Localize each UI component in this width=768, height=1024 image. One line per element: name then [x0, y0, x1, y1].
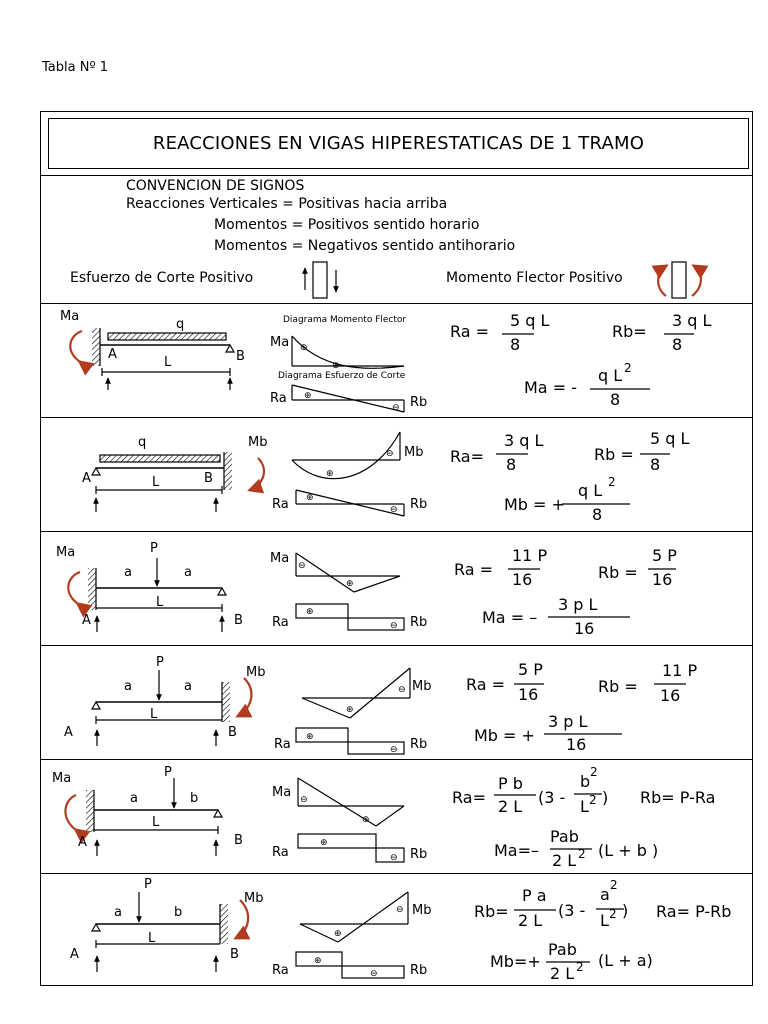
rb-formula-lhs: Rb = [598, 677, 638, 696]
rb-formula-denominator: 8 [650, 455, 661, 474]
mb-label: Mb [246, 665, 266, 680]
mb-diagram-label: Mb [412, 903, 432, 918]
convention-negative-moment: Momentos = Negativos sentido antihorario [214, 238, 516, 254]
sign-minus: ⊖ [390, 621, 398, 631]
ra-diagram-label: Ra [274, 737, 291, 752]
ra-diagram-label: Ra [272, 845, 289, 860]
a-dimension-label: a [124, 679, 132, 694]
mb-diagram-label: Mb [412, 679, 432, 694]
a-dimension-label: a [184, 679, 192, 694]
span-label: L [164, 355, 172, 370]
shear-convention-label: Esfuerzo de Corte Positivo [70, 270, 254, 286]
ra-inner-numerator: b [580, 772, 591, 791]
mb-formula-den-exponent: 2 [576, 960, 584, 974]
mb-label: Mb [244, 891, 264, 906]
sign-minus: ⊖ [386, 449, 394, 459]
case5-moment-diagram [298, 778, 404, 826]
p-label: P [144, 877, 152, 892]
convention-heading: CONVENCION DE SIGNOS [126, 178, 305, 194]
case5-beam [65, 778, 222, 856]
case4-moment-diagram [302, 668, 410, 718]
ra-formula-numerator: 11 P [512, 546, 548, 565]
mb-formula-lhs: Mb=+ [490, 952, 541, 971]
b-support-label: B [234, 613, 243, 628]
mb-label: Mb [248, 435, 268, 450]
case1-moment-diagram [292, 336, 404, 368]
ra-formula: Ra= P-Rb [656, 902, 732, 921]
ma-formula-denominator: 16 [574, 619, 595, 638]
q-label: q [138, 435, 147, 450]
moment-diagram-title: Diagrama Momento Flector [283, 315, 407, 325]
sign-minus: ⊖ [398, 685, 406, 695]
sign-plus: ⊕ [304, 391, 312, 401]
ra-inner-den-exponent: 2 [589, 793, 597, 807]
mb-formula-numerator: Pab [548, 940, 577, 959]
sign-minus: ⊖ [392, 403, 400, 413]
p-label: P [164, 765, 172, 780]
a-dimension-label: a [130, 791, 138, 806]
ra-diagram-label: Ra [272, 615, 289, 630]
shear-convention-icon [305, 262, 336, 298]
ra-formula-lhs: Ra = [466, 675, 506, 694]
ra-diagram-label: Ra [272, 963, 289, 978]
sign-plus: ⊕ [314, 956, 322, 966]
q-label: q [176, 317, 185, 332]
span-label: L [152, 475, 160, 490]
rb-diagram-label: Rb [410, 847, 428, 862]
case5-shear-diagram [298, 834, 404, 862]
a-support-label: A [82, 471, 91, 486]
b-support-label: B [236, 349, 245, 364]
b-support-label: B [228, 725, 237, 740]
rb-formula: Rb= P-Ra [640, 788, 716, 807]
rb-formula-lhs: Rb = [598, 563, 638, 582]
sign-minus: ⊖ [298, 561, 306, 571]
mb-formula-tail: (L + a) [598, 951, 653, 970]
mb-formula-denominator: 16 [566, 735, 587, 754]
ma-label: Ma [60, 309, 80, 324]
convention-reactions: Reacciones Verticales = Positivas hacia arriba [126, 196, 448, 212]
ra-formula-denominator: 16 [518, 685, 539, 704]
a-support-label: A [82, 613, 91, 628]
ma-formula-exponent: 2 [624, 361, 632, 375]
rb-diagram-label: Rb [410, 497, 428, 512]
rb-diagram-label: Rb [410, 395, 428, 410]
rb-inner-den-exponent: 2 [609, 907, 617, 921]
ma-formula-lhs: Ma=– [494, 841, 540, 860]
p-label: P [150, 541, 158, 556]
convention-positive-moment: Momentos = Positivos sentido horario [214, 217, 480, 233]
span-label: L [150, 707, 158, 722]
shear-diagram-title: Diagrama Esfuerzo de Corte [278, 371, 406, 381]
b-support-label: B [230, 947, 239, 962]
rb-formula-numerator: P a [522, 886, 547, 905]
ma-formula-lhs: Ma = – [482, 608, 538, 627]
rb-inner-exponent: 2 [610, 878, 618, 892]
moment-convention-icon [658, 262, 701, 298]
case2-beam [92, 452, 264, 512]
rb-diagram-label: Rb [410, 615, 428, 630]
ra-formula-close: ) [602, 788, 609, 807]
b-support-label: B [234, 833, 243, 848]
sign-plus: ⊕ [346, 705, 354, 715]
ra-inner-exponent: 2 [590, 765, 598, 779]
b-dimension-label: b [190, 791, 199, 806]
sign-plus: ⊕ [306, 607, 314, 617]
a-support-label: A [64, 725, 73, 740]
rb-formula-lhs: Rb= [474, 902, 509, 921]
ra-formula-denominator: 16 [512, 570, 533, 589]
rb-diagram-label: Rb [410, 737, 428, 752]
rb-formula-numerator: 5 P [652, 546, 677, 565]
sign-plus: ⊕ [346, 579, 354, 589]
a-support-label: A [108, 347, 117, 362]
sign-minus: ⊖ [396, 905, 404, 915]
b-dimension-label: b [174, 905, 183, 920]
a-dimension-label: a [114, 905, 122, 920]
ra-formula-denominator: 8 [510, 335, 521, 354]
ma-diagram-label: Ma [270, 335, 290, 350]
sign-plus: ⊕ [326, 469, 334, 479]
mb-formula-lhs: Mb = + [504, 495, 565, 514]
rb-formula-numerator: 3 q L [672, 311, 712, 330]
ma-formula-denominator: 8 [610, 390, 621, 409]
sign-minus: ⊖ [370, 969, 378, 979]
case6-shear-diagram [296, 952, 404, 978]
rb-formula-close: ) [622, 901, 629, 920]
sign-plus: ⊕ [334, 929, 342, 939]
ra-formula-lhs: Ra= [452, 788, 486, 807]
span-label: L [148, 931, 156, 946]
rb-formula-lhs: Rb = [594, 445, 634, 464]
rb-diagram-label: Rb [410, 963, 428, 978]
case6-moment-diagram [300, 892, 408, 942]
p-label: P [156, 655, 164, 670]
table-title: REACCIONES EN VIGAS HIPERESTATICAS DE 1 TRAMO [48, 118, 749, 169]
a-dimension-label: a [124, 565, 132, 580]
ma-formula-denominator: 2 L [552, 851, 577, 870]
rb-formula-lhs: Rb= [612, 322, 647, 341]
ma-diagram-label: Ma [270, 551, 290, 566]
ra-formula-denominator: 8 [506, 455, 517, 474]
ma-diagram-label: Ma [272, 785, 292, 800]
mb-formula-exponent: 2 [608, 475, 616, 489]
ma-label: Ma [56, 545, 76, 560]
ma-formula-lhs: Ma = - [524, 378, 577, 397]
rb-inner-denominator: L [600, 911, 609, 930]
rb-formula-paren: (3 - [558, 901, 586, 920]
sign-plus: ⊕ [320, 838, 328, 848]
rb-formula-denominator: 8 [672, 335, 683, 354]
a-support-label: A [70, 947, 79, 962]
ra-formula-lhs: Ra= [450, 447, 484, 466]
b-support-label: B [204, 471, 213, 486]
rb-formula-denominator: 16 [660, 686, 681, 705]
ra-formula-paren: (3 - [538, 788, 566, 807]
sign-plus: ⊕ [362, 815, 370, 825]
mb-formula-denominator: 8 [592, 505, 603, 524]
case3-beam [68, 558, 226, 632]
ma-formula-den-exponent: 2 [578, 847, 586, 861]
sign-minus: ⊖ [390, 505, 398, 515]
sign-plus: ⊕ [306, 493, 314, 503]
mb-formula-lhs: Mb = + [474, 726, 535, 745]
ra-diagram-label: Ra [272, 497, 289, 512]
moment-convention-label: Momento Flector Positivo [446, 270, 623, 286]
rb-formula-denominator: 2 L [518, 911, 543, 930]
sign-plus: ⊕ [332, 361, 340, 371]
mb-diagram-label: Mb [404, 445, 424, 460]
ma-formula-numerator: q L [598, 366, 623, 385]
ra-diagram-label: Ra [270, 391, 287, 406]
ra-formula-numerator: 5 q L [510, 311, 550, 330]
rb-formula-denominator: 16 [652, 570, 673, 589]
ra-formula-lhs: Ra = [450, 322, 490, 341]
rb-formula-numerator: 11 P [662, 661, 698, 680]
ra-formula-numerator: 3 q L [504, 431, 544, 450]
sign-minus: ⊖ [390, 853, 398, 863]
case1-beam [70, 328, 234, 390]
ra-formula-numerator: P b [498, 774, 523, 793]
a-dimension-label: a [184, 565, 192, 580]
ma-label: Ma [52, 771, 72, 786]
case6-beam [92, 892, 248, 972]
span-label: L [152, 815, 160, 830]
mb-formula-numerator: 3 p L [548, 712, 588, 731]
sign-minus: ⊖ [300, 795, 308, 805]
ra-formula-lhs: Ra = [454, 560, 494, 579]
case2-moment-diagram [292, 432, 400, 479]
rb-formula-numerator: 5 q L [650, 429, 690, 448]
mb-formula-denominator: 2 L [550, 964, 575, 983]
sign-minus: ⊖ [390, 745, 398, 755]
ma-formula-numerator: Pab [550, 827, 579, 846]
span-label: L [156, 595, 164, 610]
ra-formula-numerator: 5 P [518, 660, 543, 679]
table-number: Tabla Nº 1 [42, 60, 108, 75]
a-support-label: A [78, 835, 87, 850]
ma-formula-numerator: 3 p L [558, 595, 598, 614]
rb-inner-numerator: a [600, 885, 610, 904]
ra-formula-denominator: 2 L [498, 797, 523, 816]
ra-inner-denominator: L [580, 797, 589, 816]
mb-formula-numerator: q L [578, 481, 603, 500]
sign-plus: ⊕ [300, 343, 308, 353]
sign-plus: ⊕ [306, 732, 314, 742]
ma-formula-tail: (L + b ) [598, 841, 659, 860]
